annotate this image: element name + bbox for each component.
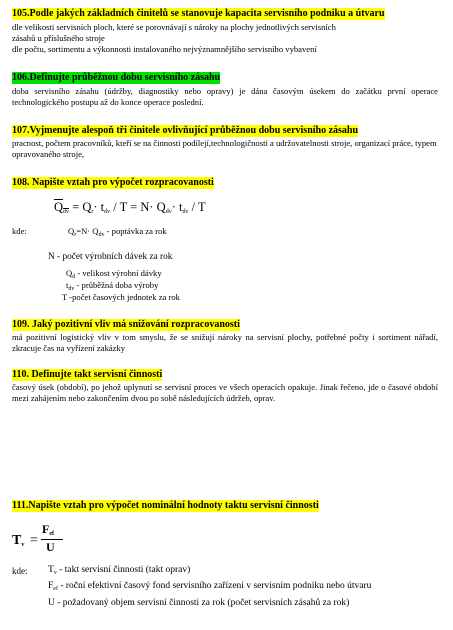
q108-def-t: T -počet časových jednotek za rok — [62, 292, 180, 302]
q111-def-fef: $F_{ef}$ - roční efektivní časový fond servisního zařízení v servisním podniku nebo útvaru — [48, 581, 372, 592]
q108-def-n: N - počet výrobních dávek za rok — [48, 252, 173, 262]
q109-heading: 109. Jaký pozitivní vliv má snižování rozpracovanosti — [12, 319, 240, 330]
q111-formula-lhs: $T_v$ — [12, 533, 25, 548]
q110-heading: 110. Definujte takt servisní činnosti — [12, 369, 163, 380]
q105-heading: 105.Podle jakých základních činitelů se stanovuje kapacita servisního podniku a útvaru — [12, 8, 385, 19]
q109-body: má pozitivní logistický vliv v tom smyslu, že se snižují nároky na servisní plochy, potřebné počty i sortiment nářadí, zkracuje čas na vyřízení zakázky — [12, 332, 438, 353]
q110-body: časový úsek (období), po jehož uplynutí se servisní proces ve všech operacích opakuje. Jinak řečeno, jde o časové období mezi zahájením nebo zakončením dvou po sobě následujících údržeb, oprav. — [12, 382, 438, 403]
q107-heading: 107.Vyjmenujte alespoň tři činitele ovlivňující průběžnou dobu servisního zásahu — [12, 125, 359, 136]
q108-def-tdv: $t_{dv}$ - průběžná doba výroby — [66, 280, 159, 292]
q108-heading: 108. Napište vztah pro výpočet rozpracovanosti — [12, 177, 214, 188]
q106-body: doba servisního zásahu (údržby, diagnostiky nebo opravy) je dána časovým úsekem do začátku první operace technologického postupu až do konce operace poslední. — [12, 86, 438, 107]
q108-def-qd: $Q_d$ - velikost výrobní dávky — [66, 268, 162, 280]
q111-formula-numerator: $F_{ef}$ — [42, 522, 55, 537]
q111-def-tv: $T_v$ - takt servisní činnosti (takt oprav) — [48, 565, 191, 576]
q111-kde-label: kde: — [12, 566, 28, 576]
q108-kde-label: kde: — [12, 226, 27, 236]
q105-body-line-1: dle velikosti servisních ploch, které se porovnávají s nároky na plochy jednotlivých servisních — [12, 22, 336, 32]
q111-formula — [12, 520, 72, 560]
q107-body: pracnost, počtem pracovníků, kteří se na činnosti podílejí,technologičnosti a udržovatelnosti stroje, organizací práce, typem opravovaného stroje, — [12, 138, 437, 159]
q106-heading: 106.Definujte průběžnou dobu servisního zásahu — [12, 72, 221, 83]
q108-formula: $Q_{dv} = Q_r\cdot t_{dv} / T = N\cdot Q_{dv}\cdot t_{dv} / T$ — [54, 200, 206, 215]
q111-formula-denominator: U — [46, 540, 55, 554]
q105-body-line-3: dle počtu, sortimentu a výkonnosti instalovaného nejvýznamnějšího servisního vybavení — [12, 44, 317, 54]
q111-formula-eq: = — [30, 533, 38, 548]
q108-def-qr: $Q_r=N\cdot Q_{dv}$ - poptávka za rok — [68, 226, 167, 238]
q111-heading: 111.Napište vztah pro výpočet nominální hodnoty taktu servisní činnosti — [12, 500, 319, 511]
q111-def-u: U - požadovaný objem servisní činnosti za rok (počet servisních zásahů za rok) — [48, 598, 350, 608]
q108-formula-lhs: $Q_{dv}$ — [54, 200, 70, 215]
q105-body-line-2: zásahů u příslušného stroje — [12, 33, 105, 43]
